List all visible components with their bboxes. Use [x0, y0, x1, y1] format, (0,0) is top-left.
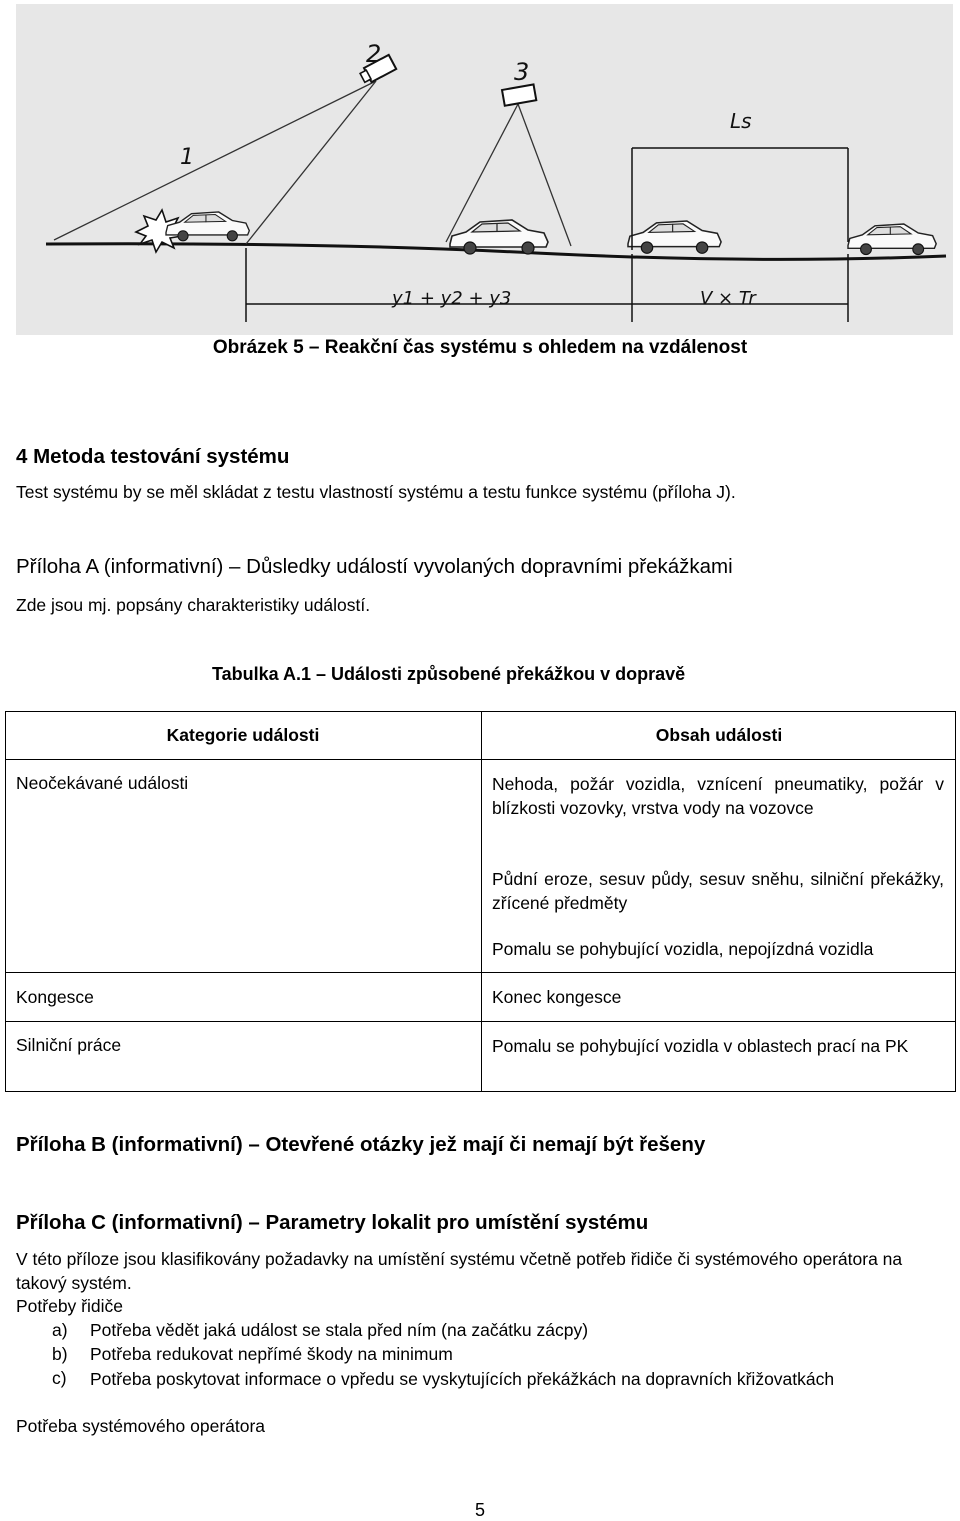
annex-c-heading: Příloha C (informativní) – Parametry lokalit pro umístění systému: [16, 1211, 649, 1234]
table-cell-content: Půdní eroze, sesuv půdy, sesuv sněhu, silniční překážky, zřícené předměty: [492, 869, 944, 913]
table-header-content: Obsah události: [655, 725, 783, 745]
driver-needs-title: Potřeby řidiče: [16, 1296, 123, 1316]
annex-a-text: Zde jsou mj. popsány charakteristiky událostí.: [16, 595, 371, 615]
list-marker: b): [52, 1344, 68, 1364]
sight-line: [246, 81, 376, 244]
figure-caption: Obrázek 5 – Reakční čas systému s ohledem na vzdálenost: [212, 337, 748, 358]
list-item-text: Potřeba poskytovat informace o vpředu se vyskytujících překážkách na dopravních křižovatkách: [90, 1369, 835, 1389]
table-title: Tabulka A.1 – Události způsobené překážkou v dopravě: [212, 664, 686, 684]
reaction-time-figure: [16, 4, 953, 335]
figure-drawing: [16, 4, 953, 335]
car-icon: [166, 212, 249, 241]
sight-line: [518, 104, 571, 246]
annex-a-heading: Příloha A (informativní) – Důsledky událostí vyvolaných dopravními překážkami: [16, 555, 733, 578]
page-number: 5: [474, 1500, 485, 1520]
table-cell-category: Kongesce: [16, 987, 94, 1007]
table-cell-content: Pomalu se pohybující vozidla v oblastech prací na PK: [492, 1036, 909, 1056]
table-cell-content: Pomalu se pohybující vozidla, nepojízdná vozidla: [492, 939, 874, 959]
label-distance-1: y1 + y2 + y3: [392, 288, 512, 309]
table-cell-content: Konec kongesce: [492, 987, 622, 1007]
table-cell-content: Nehoda, požár vozidla, vznícení pneumatiky, požár v blízkosti vozovky, vrstva vody na vozovce: [492, 774, 944, 818]
list-marker: c): [52, 1368, 67, 1388]
label-ls: Ls: [730, 109, 752, 133]
car-icon: [450, 220, 548, 254]
label-distance-2: V × Tr: [700, 288, 756, 309]
events-table: [5, 711, 956, 1092]
table-cell-category: Silniční práce: [16, 1035, 122, 1055]
list-item-text: Potřeba vědět jaká událost se stala před ním (na začátku zácpy): [90, 1320, 589, 1340]
list-marker: a): [52, 1320, 68, 1340]
table-cell-category: Neočekávané události: [16, 773, 189, 793]
list-item-text: Potřeba redukovat nepřímé škody na minimum: [90, 1344, 453, 1364]
label-3: 3: [514, 58, 530, 86]
car-icon: [628, 221, 721, 253]
section-4-text: Test systému by se měl skládat z testu vlastností systému a testu funkce systému (příloha J).: [16, 482, 736, 502]
annex-b-heading: Příloha B (informativní) – Otevřené otázky jež mají či nemají být řešeny: [16, 1133, 706, 1156]
label-1: 1: [180, 145, 194, 170]
operator-needs-title: Potřeba systémového operátora: [16, 1416, 266, 1436]
section-4-heading: 4 Metoda testování systému: [16, 445, 290, 468]
camera-3-icon: [502, 84, 536, 105]
table-header-category: Kategorie události: [166, 725, 320, 745]
label-2: 2: [366, 40, 382, 68]
car-icon: [848, 224, 936, 255]
annex-c-text: V této příloze jsou klasifikovány požadavky na umístění systému včetně potřeb řidiče či systémového operátora na takový systém.: [16, 1249, 903, 1293]
